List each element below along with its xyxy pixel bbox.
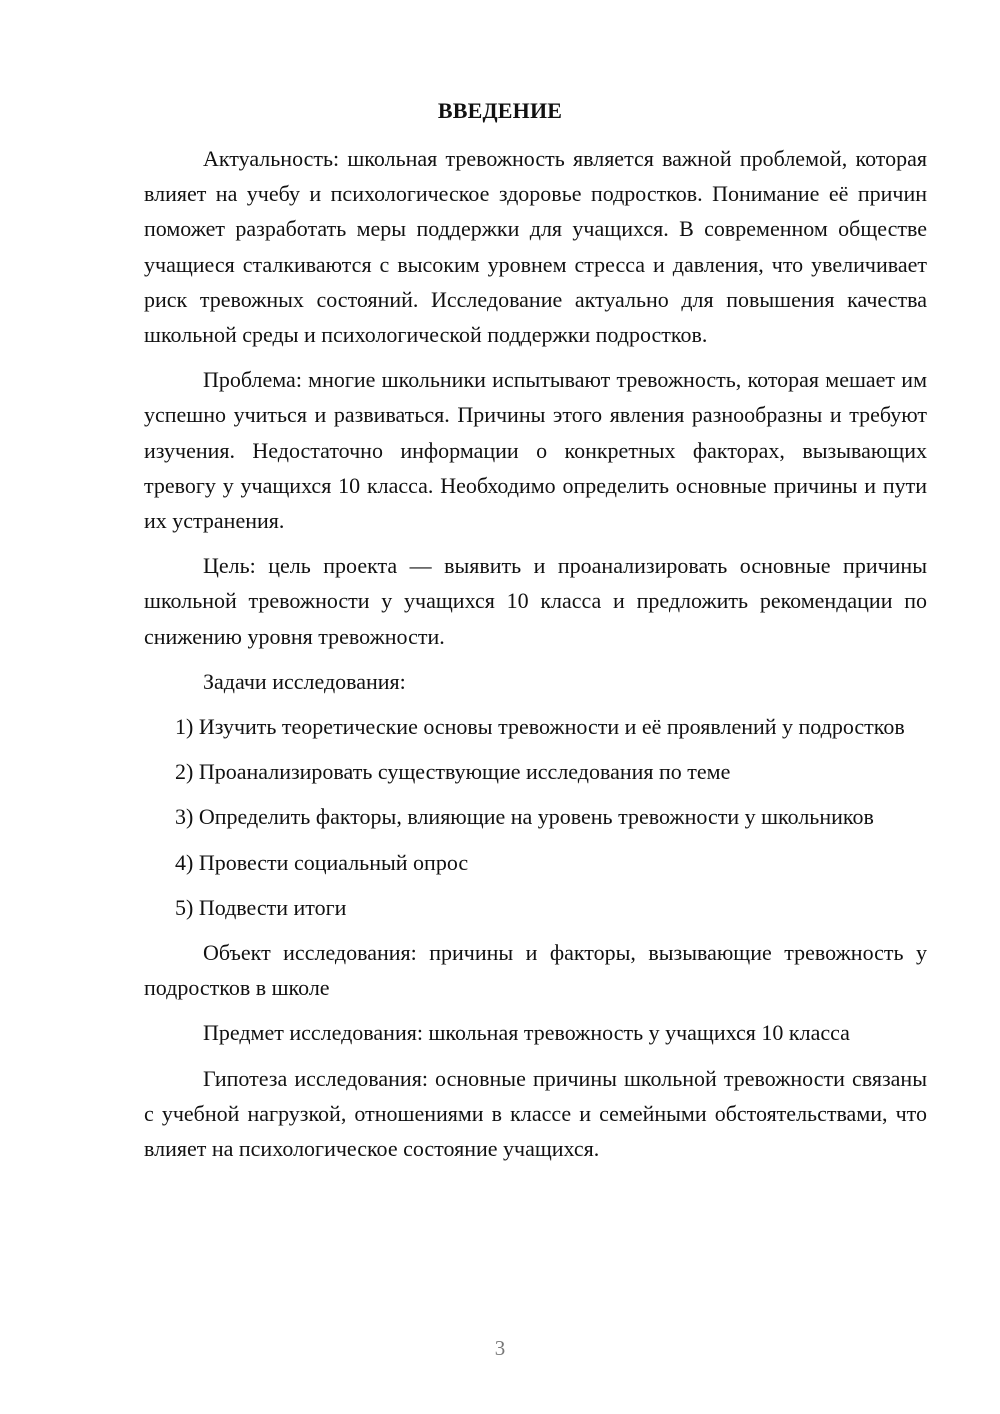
task-item-5: 5) Подвести итоги [175, 894, 347, 920]
paragraph-relevance: Актуальность: школьная тревожность является важной проблемой, которая влияет на учебу и психологическое здоровье подростков. Понимание её причин поможет разработать меры поддержки для учащихся. В современном обществе учащиеся сталкиваются с высоким уровнем стресса и давления, что увеличивает риск тревожных состояний. Исследование актуально для повышения качества школьной среды и психологической поддержки подростков. [144, 146, 927, 348]
paragraph-subject: Предмет исследования: школьная тревожность у учащихся 10 класса [203, 1020, 850, 1046]
task-item-4: 4) Провести социальный опрос [175, 849, 469, 875]
paragraph-object: Объект исследования: причины и факторы, вызывающие тревожность у подростков в школе [144, 940, 927, 1001]
paragraph-problem: Проблема: многие школьники испытывают тревожность, которая мешает им успешно учиться и развиваться. Причины этого явления разнообразны и требуют изучения. Недостаточно информации о конкретных факторах, вызывающих тревогу у учащихся 10 класса. Необходимо определить основные причины и пути их устранения. [144, 367, 927, 534]
task-item-2: 2) Проанализировать существующие исследования по теме [175, 759, 731, 785]
page-title: ВВЕДЕНИЕ [437, 98, 563, 123]
document-body [144, 141, 927, 1176]
paragraph-hypothesis: Гипотеза исследования: основные причины школьной тревожности связаны с учебной нагрузкой, отношениями в классе и семейными обстоятельствами, что влияет на психологическое состояние учащихся. [144, 1065, 927, 1162]
task-item-3: 3) Определить факторы, влияющие на уровень тревожности у школьников [175, 804, 874, 830]
task-item-1: 1) Изучить теоретические основы тревожности и её проявлений у подростков [175, 714, 905, 740]
paragraph-goal: Цель: цель проекта — выявить и проанализировать основные причины школьной тревожности у учащихся 10 класса и предложить рекомендации по снижению уровня тревожности. [144, 553, 927, 649]
paragraph-tasks-heading: Задачи исследования: [203, 668, 406, 694]
page-number: 3 [494, 1336, 506, 1360]
